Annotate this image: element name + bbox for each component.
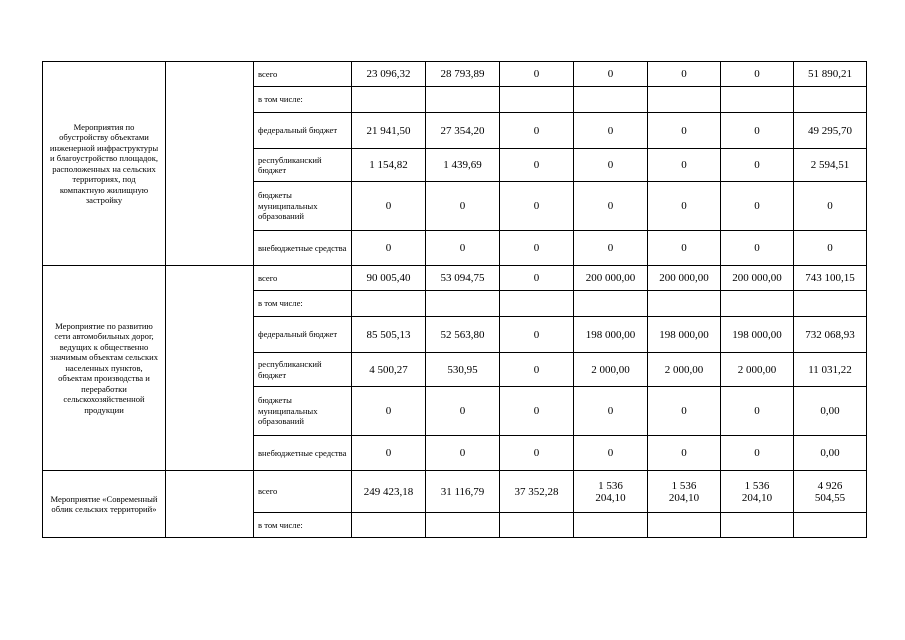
amount-cell: 0 (721, 182, 794, 231)
amount-cell: 49 295,70 (794, 113, 867, 149)
amount-cell (794, 87, 867, 113)
measure-name: Мероприятия по обустройству объектами инженерной инфраструктуры и благоустройство площадок, расположенных на сельских территориях, под компактную жилищную застройку (43, 62, 166, 266)
amount-cell: 198 000,00 (574, 317, 648, 353)
amount-cell: 0 (500, 353, 574, 387)
amount-cell: 0 (721, 113, 794, 149)
amount-cell: 0,00 (794, 436, 867, 471)
amount-cell: 1 439,69 (426, 149, 500, 182)
amount-cell (648, 513, 721, 538)
amount-cell: 743 100,15 (794, 266, 867, 291)
amount-cell: 90 005,40 (352, 266, 426, 291)
amount-cell: 2 000,00 (648, 353, 721, 387)
amount-cell: 1 536 204,10 (574, 471, 648, 513)
amount-cell: 2 000,00 (574, 353, 648, 387)
amount-cell: 0 (721, 149, 794, 182)
amount-cell: 0 (574, 182, 648, 231)
empty-cell (166, 62, 254, 266)
funding-source-label: республиканский бюджет (254, 149, 352, 182)
amount-cell: 0 (500, 266, 574, 291)
amount-cell (426, 513, 500, 538)
amount-cell: 52 563,80 (426, 317, 500, 353)
amount-cell: 0 (500, 62, 574, 87)
funding-source-label: республиканский бюджет (254, 353, 352, 387)
amount-cell: 200 000,00 (648, 266, 721, 291)
amount-cell: 37 352,28 (500, 471, 574, 513)
amount-cell: 530,95 (426, 353, 500, 387)
amount-cell: 0 (721, 231, 794, 266)
amount-cell: 0 (574, 62, 648, 87)
amount-cell: 0 (500, 317, 574, 353)
amount-cell: 0 (500, 113, 574, 149)
amount-cell (426, 291, 500, 317)
funding-source-label: бюджеты муниципальных образований (254, 182, 352, 231)
amount-cell: 0 (648, 231, 721, 266)
amount-cell: 28 793,89 (426, 62, 500, 87)
amount-cell (426, 87, 500, 113)
amount-cell: 31 116,79 (426, 471, 500, 513)
amount-cell (352, 513, 426, 538)
amount-cell (352, 87, 426, 113)
table-row (43, 471, 867, 513)
amount-cell: 0 (426, 387, 500, 436)
amount-cell: 0 (648, 182, 721, 231)
amount-cell: 4 926 504,55 (794, 471, 867, 513)
funding-source-label: всего (254, 266, 352, 291)
amount-cell: 1 536 204,10 (721, 471, 794, 513)
amount-cell: 0 (574, 149, 648, 182)
amount-cell (794, 291, 867, 317)
funding-source-label: бюджеты муниципальных образований (254, 387, 352, 436)
amount-cell: 51 890,21 (794, 62, 867, 87)
funding-source-label: федеральный бюджет (254, 113, 352, 149)
amount-cell: 0 (648, 62, 721, 87)
amount-cell (574, 291, 648, 317)
amount-cell (648, 87, 721, 113)
amount-cell: 0 (352, 231, 426, 266)
funding-source-label: всего (254, 471, 352, 513)
funding-source-label: внебюджетные средства (254, 436, 352, 471)
amount-cell (721, 87, 794, 113)
amount-cell (574, 513, 648, 538)
table-row (43, 266, 867, 291)
amount-cell: 0 (794, 231, 867, 266)
amount-cell: 1 536 204,10 (648, 471, 721, 513)
amount-cell (794, 513, 867, 538)
amount-cell: 0 (574, 231, 648, 266)
amount-cell: 200 000,00 (574, 266, 648, 291)
amount-cell: 0 (648, 113, 721, 149)
funding-table (42, 61, 867, 538)
amount-cell: 2 594,51 (794, 149, 867, 182)
amount-cell: 0,00 (794, 387, 867, 436)
amount-cell: 85 505,13 (352, 317, 426, 353)
amount-cell (721, 291, 794, 317)
amount-cell: 21 941,50 (352, 113, 426, 149)
amount-cell: 0 (574, 387, 648, 436)
amount-cell: 2 000,00 (721, 353, 794, 387)
amount-cell: 0 (500, 149, 574, 182)
amount-cell: 0 (721, 62, 794, 87)
amount-cell (648, 291, 721, 317)
empty-cell (166, 266, 254, 471)
amount-cell: 0 (794, 182, 867, 231)
amount-cell (574, 87, 648, 113)
amount-cell: 4 500,27 (352, 353, 426, 387)
amount-cell: 0 (352, 182, 426, 231)
amount-cell: 0 (352, 387, 426, 436)
amount-cell: 27 354,20 (426, 113, 500, 149)
amount-cell: 0 (426, 436, 500, 471)
amount-cell: 0 (721, 387, 794, 436)
amount-cell: 0 (352, 436, 426, 471)
amount-cell: 0 (648, 149, 721, 182)
amount-cell: 1 154,82 (352, 149, 426, 182)
amount-cell: 0 (721, 436, 794, 471)
funding-source-label: в том числе: (254, 291, 352, 317)
amount-cell: 249 423,18 (352, 471, 426, 513)
amount-cell: 53 094,75 (426, 266, 500, 291)
amount-cell (500, 291, 574, 317)
amount-cell (500, 513, 574, 538)
amount-cell: 0 (426, 231, 500, 266)
amount-cell (352, 291, 426, 317)
funding-source-label: внебюджетные средства (254, 231, 352, 266)
amount-cell: 23 096,32 (352, 62, 426, 87)
funding-source-label: федеральный бюджет (254, 317, 352, 353)
empty-cell (166, 471, 254, 538)
amount-cell: 0 (500, 436, 574, 471)
amount-cell: 0 (574, 113, 648, 149)
amount-cell: 0 (500, 182, 574, 231)
table-row (43, 62, 867, 87)
amount-cell: 0 (648, 436, 721, 471)
amount-cell: 11 031,22 (794, 353, 867, 387)
amount-cell: 0 (500, 231, 574, 266)
funding-source-label: в том числе: (254, 513, 352, 538)
table-body (43, 62, 867, 538)
amount-cell: 732 068,93 (794, 317, 867, 353)
amount-cell: 0 (574, 436, 648, 471)
amount-cell: 0 (648, 387, 721, 436)
measure-name: Мероприятие по развитию сети автомобильных дорог, ведущих к общественно значимым объектам сельских населенных пунктов, объектам производства и переработки сельскохозяйственной продукции (43, 266, 166, 471)
amount-cell (721, 513, 794, 538)
amount-cell: 198 000,00 (648, 317, 721, 353)
amount-cell: 0 (500, 387, 574, 436)
measure-name: Мероприятие «Современный облик сельских территорий» (43, 471, 166, 538)
funding-source-label: всего (254, 62, 352, 87)
amount-cell: 0 (426, 182, 500, 231)
amount-cell (500, 87, 574, 113)
funding-source-label: в том числе: (254, 87, 352, 113)
amount-cell: 198 000,00 (721, 317, 794, 353)
amount-cell: 200 000,00 (721, 266, 794, 291)
